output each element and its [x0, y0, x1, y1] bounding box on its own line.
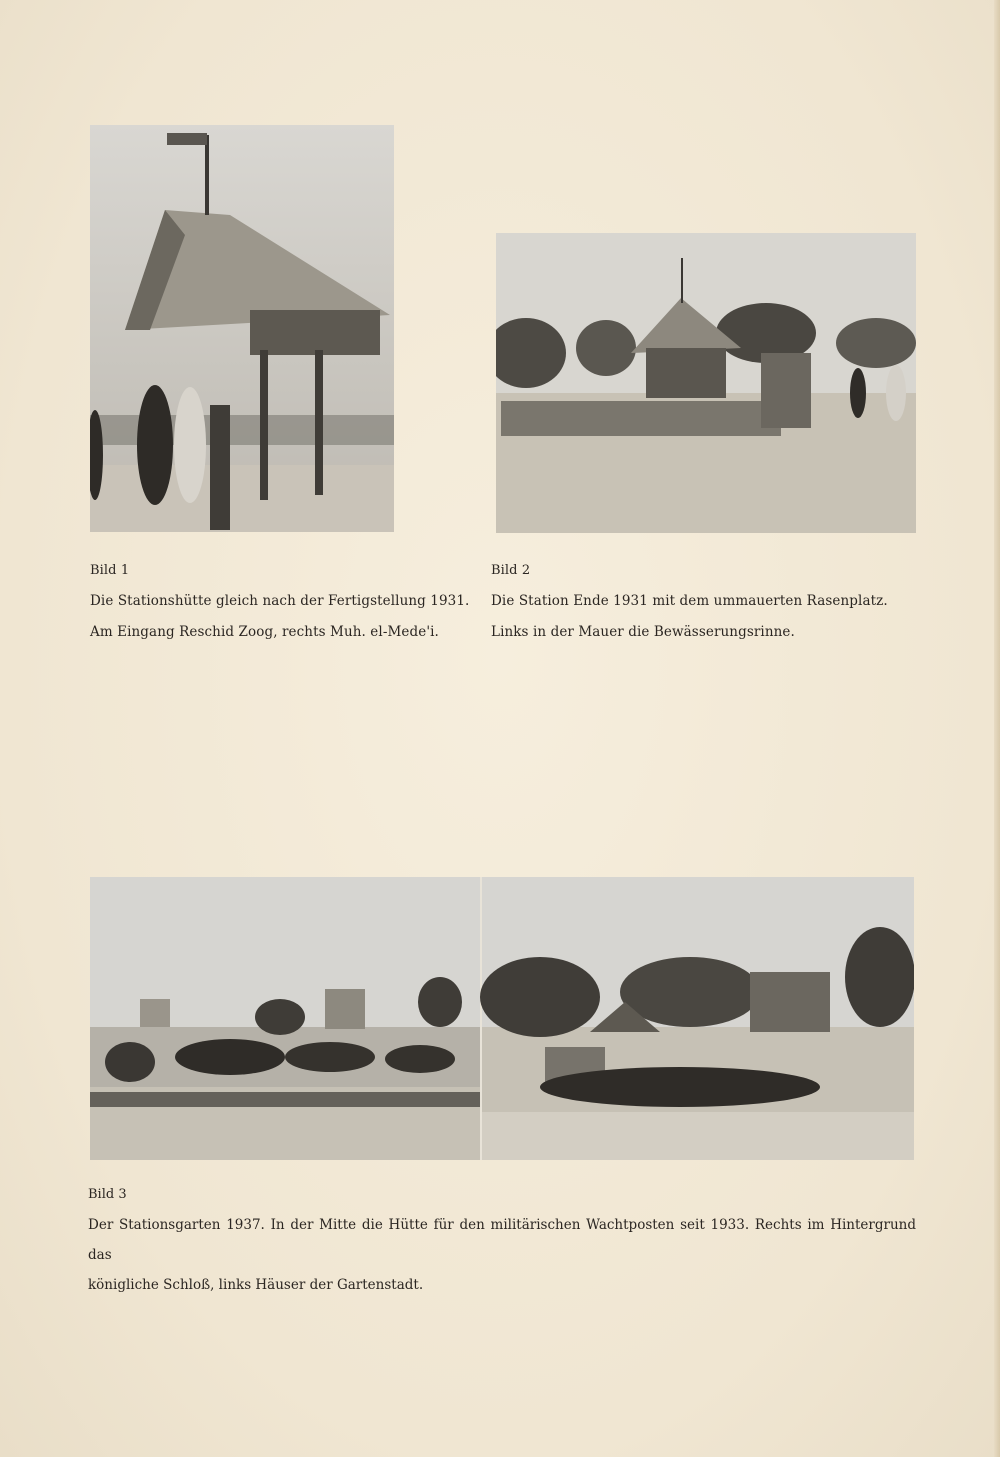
caption-bild-2	[491, 560, 916, 648]
figure-label-bild-1: Bild 1	[90, 563, 130, 578]
caption-line: Links in der Mauer die Bewässerungsrinne.	[491, 624, 795, 640]
figure-label-bild-3: Bild 3	[88, 1187, 127, 1202]
caption-line: Die Station Ende 1931 mit dem ummauerten Rasenplatz.	[491, 593, 888, 609]
figure-label-bild-2: Bild 2	[491, 563, 531, 578]
photo-bild-1	[90, 125, 394, 532]
caption-bild-1	[90, 560, 470, 648]
page-edge	[994, 0, 1000, 1457]
caption-bild-3	[88, 1184, 916, 1300]
caption-line: königliche Schloß, links Häuser der Gartenstadt.	[88, 1277, 424, 1293]
photo-bild-3	[90, 877, 914, 1160]
caption-line: Am Eingang Reschid Zoog, rechts Muh. el-Mede'i.	[90, 624, 439, 640]
caption-line: Der Stationsgarten 1937. In der Mitte die Hütte für den militärischen Wachtposten seit 1933. Rechts im Hintergrund das	[88, 1217, 916, 1263]
photo-bild-2	[496, 233, 916, 533]
caption-line: Die Stationshütte gleich nach der Fertigstellung 1931.	[90, 593, 470, 609]
